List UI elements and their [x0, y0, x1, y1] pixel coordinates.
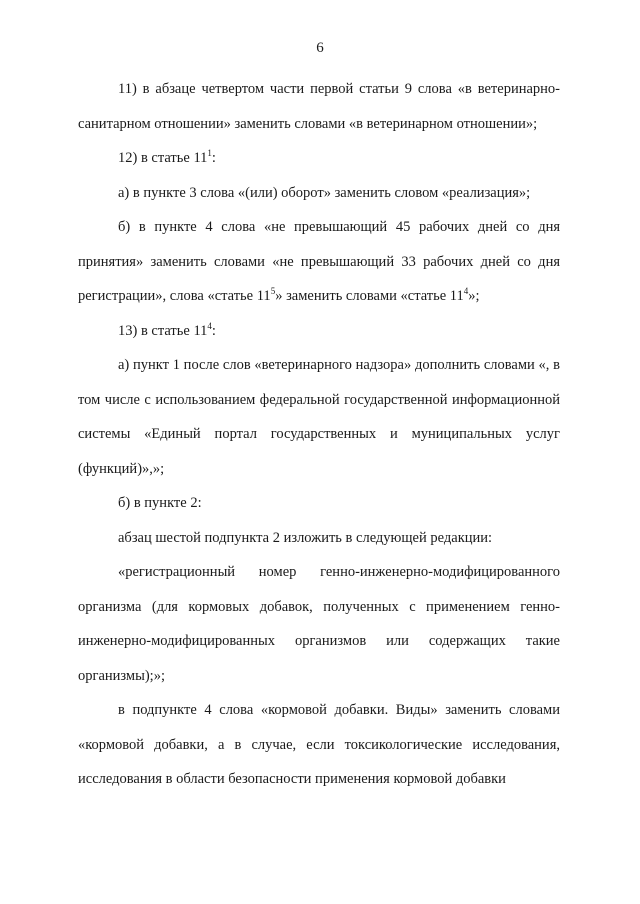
paragraph-12 [78, 141, 560, 176]
paragraph-quoted-text: «регистрационный номер генно-инженерно-модифицированного организма (для кормовых добавок, полученных с применением генно-инженерно-модифицированных организмов или содержащих такие организмы);»; [78, 564, 560, 684]
paragraph-subpoint-2-intro: абзац шестой подпункта 2 изложить в следующей редакции: [118, 529, 493, 546]
paragraph-13 [78, 314, 560, 349]
document-body [78, 72, 560, 797]
superscript: 4 [463, 286, 469, 296]
paragraph-12-a: а) в пункте 3 слова «(или) оборот» заменить словом «реализация»; [118, 184, 531, 201]
paragraph-12-b-end: »; [468, 288, 480, 304]
paragraph-13-a: а) пункт 1 после слов «ветеринарного надзора» дополнить словами «, в том числе с использованием федеральной государственной информационной системы «Единый портал государственных и муниципальных услуг (функций)»,»; [78, 357, 560, 477]
superscript: 5 [270, 286, 276, 296]
paragraph-12-colon: : [211, 150, 216, 166]
superscript: 4 [207, 320, 212, 331]
paragraph-12-text: 12) в статье 11 [118, 150, 208, 166]
paragraph-subpoint-4: в подпункте 4 слова «кормовой добавки. Виды» заменить словами «кормовой добавки, а в случае, если токсикологические исследования, исследования в области безопасности применения кормовой добавки [78, 702, 560, 787]
paragraph-13-colon: : [211, 322, 216, 339]
page-number: 6 [316, 40, 324, 56]
paragraph-13-text: 13) в статье 11 [118, 322, 208, 339]
paragraph-11: 11) в абзаце четвертом части первой статьи 9 слова «в ветеринарно-санитарном отношении» заменить словами «в ветеринарном отношении»; [78, 81, 560, 132]
paragraph-13-b: б) в пункте 2: [118, 495, 202, 511]
paragraph-12-b [78, 210, 560, 314]
paragraph-12-b-text: б) в пункте 4 слова «не превышающий 45 рабочих дней со дня принятия» заменить словами «не превышающий 33 рабочих дней со дня регистрации», слова «статье 11 [78, 219, 560, 304]
paragraph-12-b-mid: » заменить словами «статье 11 [275, 288, 464, 304]
superscript: 1 [207, 148, 212, 158]
